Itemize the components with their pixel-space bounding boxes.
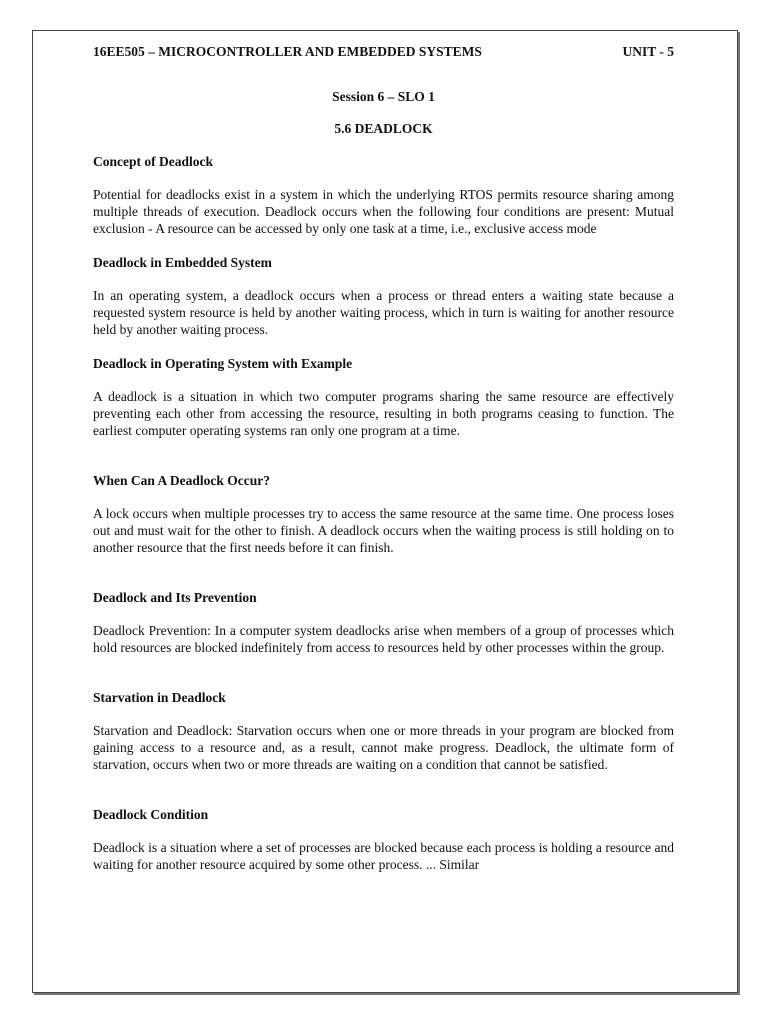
section-body-prevention: Deadlock Prevention: In a computer system deadlocks arise when members of a group of processes which hold resources are blocked indefinitely from access to resources held by other processes within the group. [93, 623, 674, 655]
section-heading-concept: Concept of Deadlock [93, 154, 213, 169]
section-heading-prevention: Deadlock and Its Prevention [93, 590, 257, 605]
section-body-embedded: In an operating system, a deadlock occurs when a process or thread enters a waiting state because a requested system resource is held by another waiting process, which in turn is waiting for another resource held by another waiting process. [93, 288, 674, 337]
course-title: 16EE505 – MICROCONTROLLER AND EMBEDDED SYSTEMS [93, 44, 482, 59]
section-body-when-occur: A lock occurs when multiple processes try to access the same resource at the same time. One process loses out and must wait for the other to finish. A deadlock occurs when the waiting process is still holding on to another resource that the first needs before it can finish. [93, 506, 674, 555]
document-content [93, 43, 674, 873]
section-body-condition: Deadlock is a situation where a set of processes are blocked because each process is holding a resource and waiting for another resource acquired by some other process. ... Similar [93, 840, 674, 872]
section-heading-starvation: Starvation in Deadlock [93, 690, 226, 705]
section-heading-os-example: Deadlock in Operating System with Example [93, 356, 353, 371]
section-heading-condition: Deadlock Condition [93, 807, 209, 822]
session-label: Session 6 – SLO 1 [332, 89, 435, 104]
section-heading-embedded: Deadlock in Embedded System [93, 255, 272, 270]
section-body-os-example: A deadlock is a situation in which two computer programs sharing the same resource are effectively preventing each other from accessing the resource, resulting in both programs ceasing to function. The earliest computer operating systems ran only one program at a time. [93, 389, 674, 438]
section-body-starvation: Starvation and Deadlock: Starvation occurs when one or more threads in your program are blocked from gaining access to a resource and, as a result, cannot make progress. Deadlock, the ultimate form of starvation, occurs when two or more threads are waiting on a condition that cannot be satisfied. [93, 723, 674, 772]
unit-label: UNIT - 5 [622, 44, 674, 59]
page-header [93, 43, 674, 60]
chapter-title: 5.6 DEADLOCK [334, 121, 433, 136]
section-heading-when-occur: When Can A Deadlock Occur? [93, 473, 271, 488]
section-body-concept: Potential for deadlocks exist in a system in which the underlying RTOS permits resource sharing among multiple threads of execution. Deadlock occurs when the following four conditions are present: Mutual exclusion - A resource can be accessed by only one task at a time, i.e., exclusive access mode [93, 187, 674, 236]
